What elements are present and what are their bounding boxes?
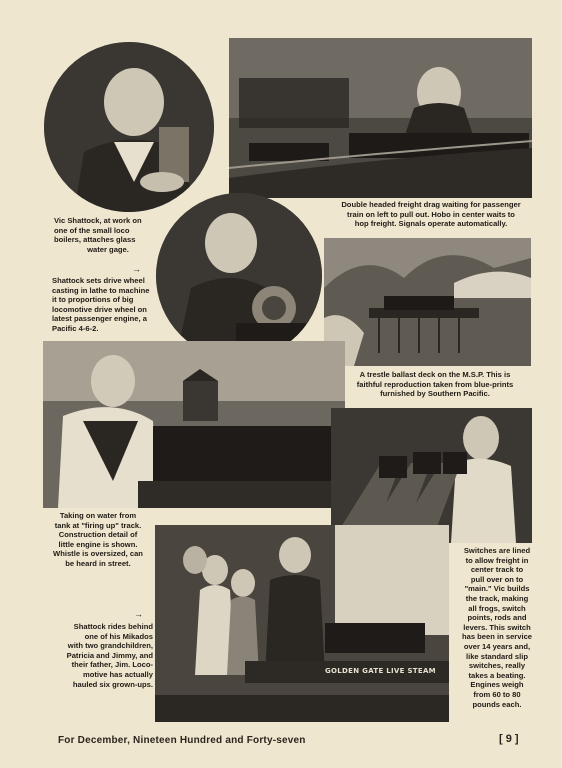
- caption-line: hop freight. Signals operate automatically.: [354, 219, 508, 229]
- caption-line: over 14 years and,: [463, 641, 531, 651]
- page-footer: For December, Nineteen Hundred and Forty-seven: [58, 735, 306, 746]
- caption-line: latest passenger engine, a: [52, 314, 147, 324]
- caption-line: furnished by Southern Pacific.: [380, 389, 490, 399]
- caption-line: has been in service: [461, 632, 533, 642]
- caption-line: Engines weigh: [470, 680, 524, 690]
- caption-line: boilers, attaches glass: [54, 235, 136, 245]
- caption-line: Vic Shattock, at work on: [54, 216, 142, 225]
- caption-line: all frogs, switch: [468, 603, 526, 613]
- caption-line: Switches are lined: [463, 546, 531, 555]
- caption-line: one of his Mikados: [84, 631, 153, 641]
- caption-line: Double headed freight drag waiting for passenger: [341, 200, 521, 209]
- caption-line: takes a beating.: [468, 670, 526, 680]
- caption-line: tank at "firing up" track.: [54, 520, 142, 530]
- caption-vic-at-work: [54, 216, 162, 254]
- caption-line: their father, Jim. Loco-: [71, 660, 153, 670]
- caption-line: points, rods and: [467, 613, 527, 623]
- caption-line: from 60 to 80: [473, 689, 521, 699]
- caption-line: A trestle ballast deck on the M.S.P. This is: [359, 370, 511, 379]
- photo-water-tank-art: [43, 341, 345, 508]
- photo-switches-art: [331, 408, 532, 543]
- caption-water-tank: [46, 511, 150, 569]
- photo-trestle-art: [324, 238, 531, 366]
- photo-mikado-ride-art: [155, 525, 449, 722]
- caption-line: switches, really: [468, 661, 526, 671]
- caption-line: to allow freight in: [465, 555, 529, 565]
- page-number: [ 9 ]: [499, 733, 519, 745]
- caption-line: with two grandchildren,: [67, 641, 153, 651]
- caption-drive-wheel: [52, 276, 162, 334]
- caption-line: Whistle is oversized, can: [53, 549, 143, 559]
- caption-line: casting in lathe to machine: [52, 285, 150, 295]
- photo-sign-golden-gate: GOLDEN GATE LIVE STEAM: [325, 667, 436, 675]
- caption-line: be heard in street.: [65, 558, 131, 568]
- photo-trestle: [324, 238, 531, 366]
- photo-drive-wheel: [156, 193, 322, 359]
- photo-vic-boiler-art: [44, 42, 214, 212]
- caption-line: Shattock rides behind: [73, 622, 153, 631]
- photo-water-tank: [43, 341, 345, 508]
- caption-line: "main." Vic builds: [464, 584, 530, 594]
- caption-double-headed: [325, 200, 537, 229]
- arrow-right-icon: →: [134, 609, 143, 619]
- caption-line: pounds each.: [472, 699, 522, 709]
- caption-line: water gage.: [87, 244, 129, 254]
- caption-line: locomotive drive wheel on: [52, 304, 147, 314]
- caption-trestle: [343, 370, 527, 399]
- caption-line: one of the small loco: [54, 225, 130, 235]
- caption-line: the track, making: [465, 593, 529, 603]
- caption-line: hauled six grown-ups.: [72, 679, 153, 689]
- caption-line: train on left to pull out. Hobo in center waits to: [347, 209, 515, 219]
- caption-line: it to proportions of big: [52, 295, 134, 305]
- photo-mikado-ride: [155, 525, 449, 722]
- caption-line: little engine is shown.: [58, 539, 138, 549]
- caption-line: Shattock sets drive wheel: [52, 276, 145, 285]
- photo-switches: [331, 408, 532, 543]
- caption-line: faithful reproduction taken from blue-prints: [356, 379, 514, 389]
- caption-line: motive has actually: [82, 669, 153, 679]
- photo-drive-wheel-art: [156, 193, 322, 359]
- caption-line: levers. This switch: [463, 622, 531, 632]
- caption-line: Patricia and Jimmy, and: [66, 650, 153, 660]
- caption-line: center track to: [470, 565, 524, 575]
- arrow-right-icon: →: [132, 264, 141, 274]
- caption-mikado: [57, 622, 153, 689]
- caption-line: Taking on water from: [59, 511, 137, 520]
- photo-vic-boiler: [44, 42, 214, 212]
- caption-line: like standard slip: [465, 651, 529, 661]
- photo-double-headed: [229, 38, 532, 198]
- caption-line: pull over on to: [470, 574, 524, 584]
- photo-double-headed-art: [229, 38, 532, 198]
- caption-line: Pacific 4-6-2.: [52, 323, 99, 333]
- caption-line: Construction detail of: [58, 530, 138, 540]
- caption-switches: [455, 546, 539, 709]
